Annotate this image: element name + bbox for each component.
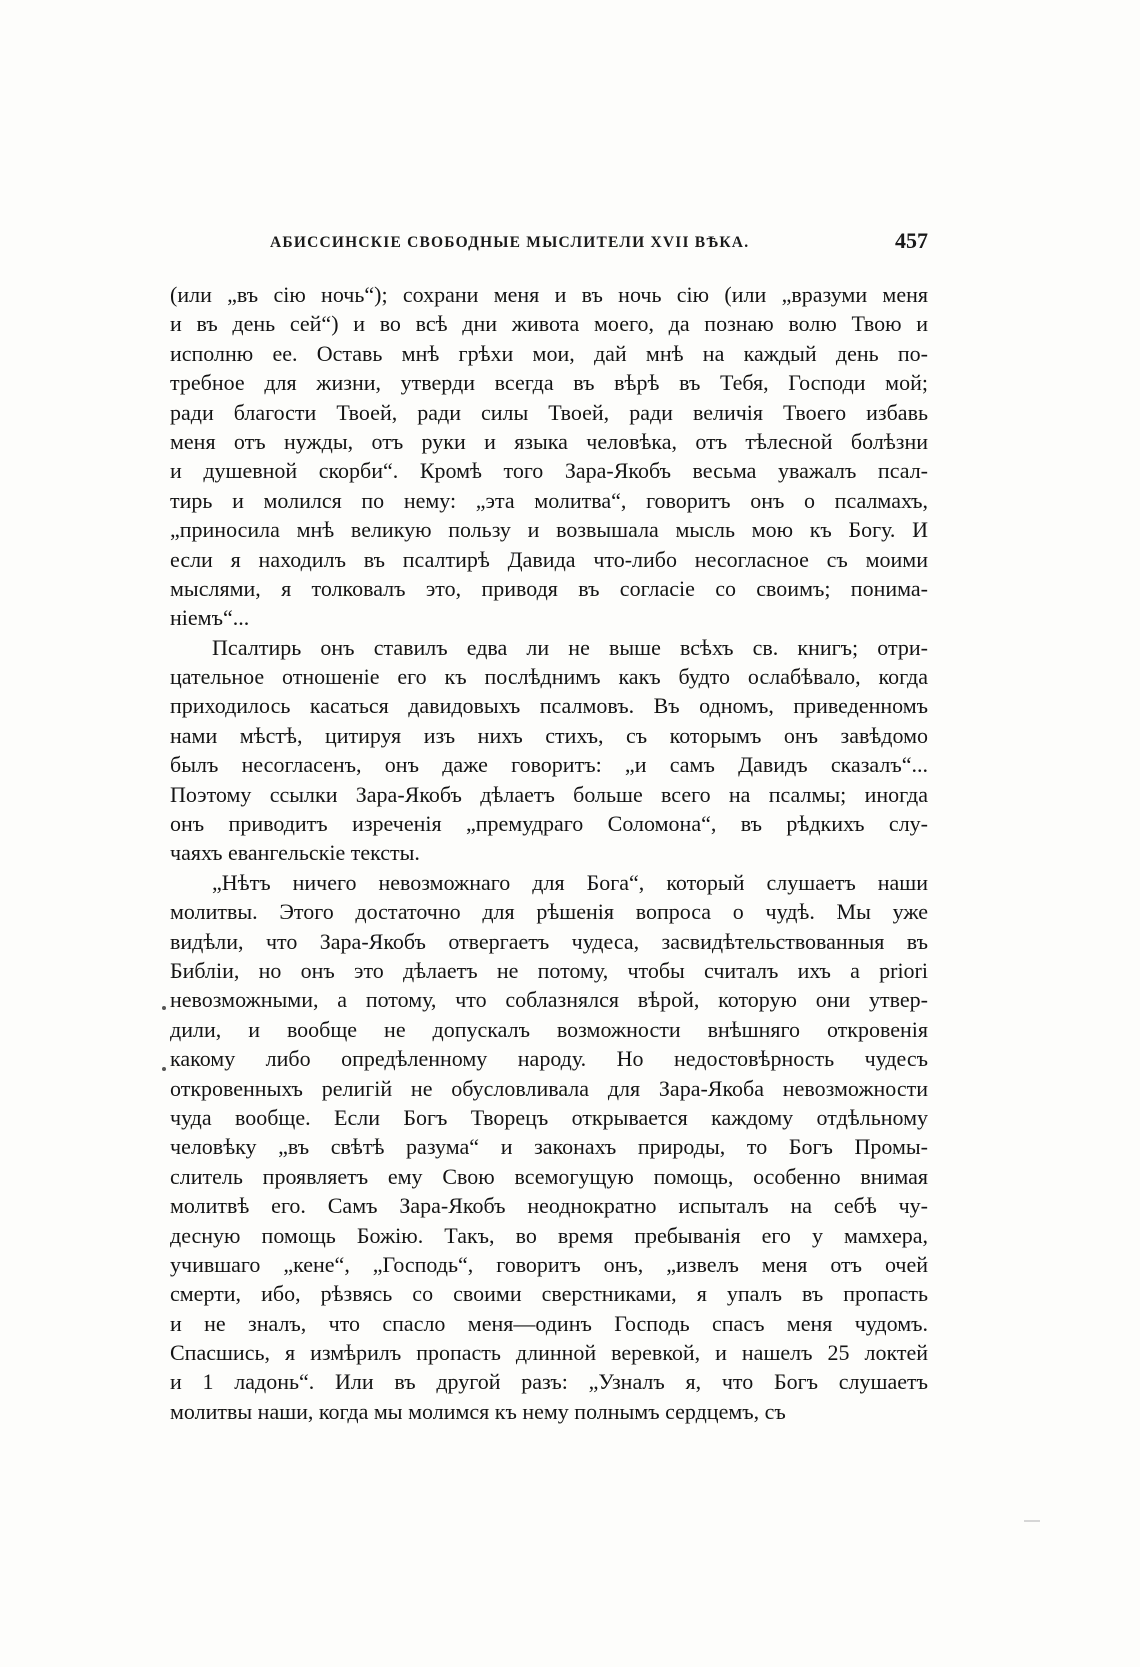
body-text: [170, 280, 928, 1426]
text-line: Псалтирь онъ ставилъ едва ли не выше всѣхъ св. книгъ; отри-: [212, 634, 928, 660]
text-line: тирь и молился по нему: „эта молитва“, говоритъ онъ о псалмахъ,: [170, 487, 928, 513]
text-line: откровенныхъ религій не обусловливала для Зара-Якоба невозможности: [170, 1075, 928, 1101]
text-line: и не зналъ, что спасло меня—одинъ Господь спасъ меня чудомъ.: [170, 1310, 928, 1336]
text-line: видѣли, что Зара-Якобъ отвергаетъ чудеса, засвидѣтельствованныя въ: [170, 928, 928, 954]
paragraph: [170, 280, 928, 633]
text-line: приходилось касаться давидовыхъ псалмовъ. Въ одномъ, приведенномъ: [170, 693, 928, 719]
text-line: мыслями, я толковалъ это, приводя въ согласіе со своимъ; понима-: [170, 575, 928, 601]
text-line: (или „въ сію ночь“); сохрани меня и въ ночь сію (или „вразуми меня: [170, 282, 928, 307]
text-line: нами мѣстѣ, цитируя изъ нихъ стихъ, съ которымъ онъ завѣдомо: [170, 722, 928, 748]
page-number: 457: [895, 228, 928, 253]
text-line: „приносила мнѣ великую пользу и возвышала мысль мою къ Богу. И: [170, 517, 928, 543]
running-title: АБИССИНСКІЕ СВОБОДНЫЕ МЫСЛИТЕЛИ XVII ВѢКА.: [270, 234, 750, 251]
text-line: требное для жизни, утверди всегда въ вѣрѣ въ Тебя, Господи мой;: [170, 370, 928, 396]
margin-speck: [162, 1006, 166, 1010]
text-line: и въ день сей“) и во всѣ дни живота моего, да познаю волю Твою и: [170, 311, 928, 337]
text-line: человѣку „въ свѣтѣ разума“ и законахъ природы, то Богъ Промы-: [170, 1134, 928, 1160]
text-line: какому либо опредѣленному народу. Но недостовѣрность чудесъ: [170, 1046, 928, 1072]
text-line: невозможными, а потому, что соблазнялся вѣрой, которую они утвер-: [170, 987, 928, 1013]
text-line: и 1 ладонь“. Или въ другой разъ: „Узналъ я, что Богъ слушаетъ: [170, 1369, 928, 1395]
text-line: чуда вообще. Если Богъ Творецъ открывается каждому отдѣльному: [170, 1104, 928, 1130]
text-line: молитвѣ его. Самъ Зара-Якобъ неоднократно испыталъ на себѣ чу-: [170, 1193, 928, 1219]
text-line: молитвы. Этого достаточно для рѣшенія вопроса о чудѣ. Мы уже: [170, 899, 928, 925]
margin-speck: [162, 1067, 166, 1071]
text-line: десную помощь Божію. Такъ, во время пребыванія его у мамхера,: [170, 1222, 928, 1248]
text-line: исполню ее. Оставь мнѣ грѣхи мои, дай мнѣ на каждый день по-: [170, 340, 928, 366]
text-line: учившаго „кене“, „Господь“, говоритъ онъ, „извелъ меня отъ очей: [170, 1251, 928, 1277]
text-line: Поэтому ссылки Зара-Якобъ дѣлаетъ больше всего на псалмы; иногда: [170, 781, 928, 807]
text-line: Библіи, но онъ это дѣлаетъ не потому, чтобы считалъ ихъ a priori: [170, 957, 928, 983]
page-header: [270, 228, 928, 260]
text-line: ніемъ“...: [170, 605, 250, 631]
text-line: и душевной скорби“. Кромѣ того Зара-Якобъ весьма уважалъ псал-: [170, 458, 928, 484]
text-line: смерти, ибо, рѣзвясь со своими сверстниками, я упалъ въ пропасть: [170, 1281, 928, 1307]
text-line: слитель проявляетъ ему Свою всемогущую помощь, особенно внимая: [170, 1163, 928, 1189]
text-line: ради благости Твоей, ради силы Твоей, ради величія Твоего избавь: [170, 399, 928, 425]
text-line: чаяхъ евангельскіе тексты.: [170, 840, 420, 866]
paragraph: [170, 868, 928, 1426]
text-line: цательное отношеніе его къ послѣднимъ какъ будто ослабѣвало, когда: [170, 664, 928, 690]
edge-speck: [1024, 1520, 1040, 1522]
text-line: если я находилъ въ псалтирѣ Давида что-либо несогласное съ моими: [170, 546, 928, 572]
text-line: „Нѣтъ ничего невозможнаго для Бога“, который слушаетъ наши: [212, 869, 928, 895]
text-line: меня отъ нужды, отъ руки и языка человѣка, отъ тѣлесной болѣзни: [170, 428, 928, 454]
text-line: былъ несогласенъ, онъ даже говоритъ: „и самъ Давидъ сказалъ“...: [170, 752, 928, 778]
text-line: онъ приводитъ изреченія „премудраго Соломона“, въ рѣдкихъ слу-: [170, 811, 928, 837]
paragraph: [170, 633, 928, 868]
text-line: Спасшись, я измѣрилъ пропасть длинной веревкой, и нашелъ 25 локтей: [170, 1340, 928, 1366]
text-line: молитвы наши, когда мы молимся къ нему полнымъ сердцемъ, съ: [170, 1398, 786, 1424]
text-line: дили, и вообще не допускалъ возможности внѣшняго откровенія: [170, 1016, 928, 1042]
